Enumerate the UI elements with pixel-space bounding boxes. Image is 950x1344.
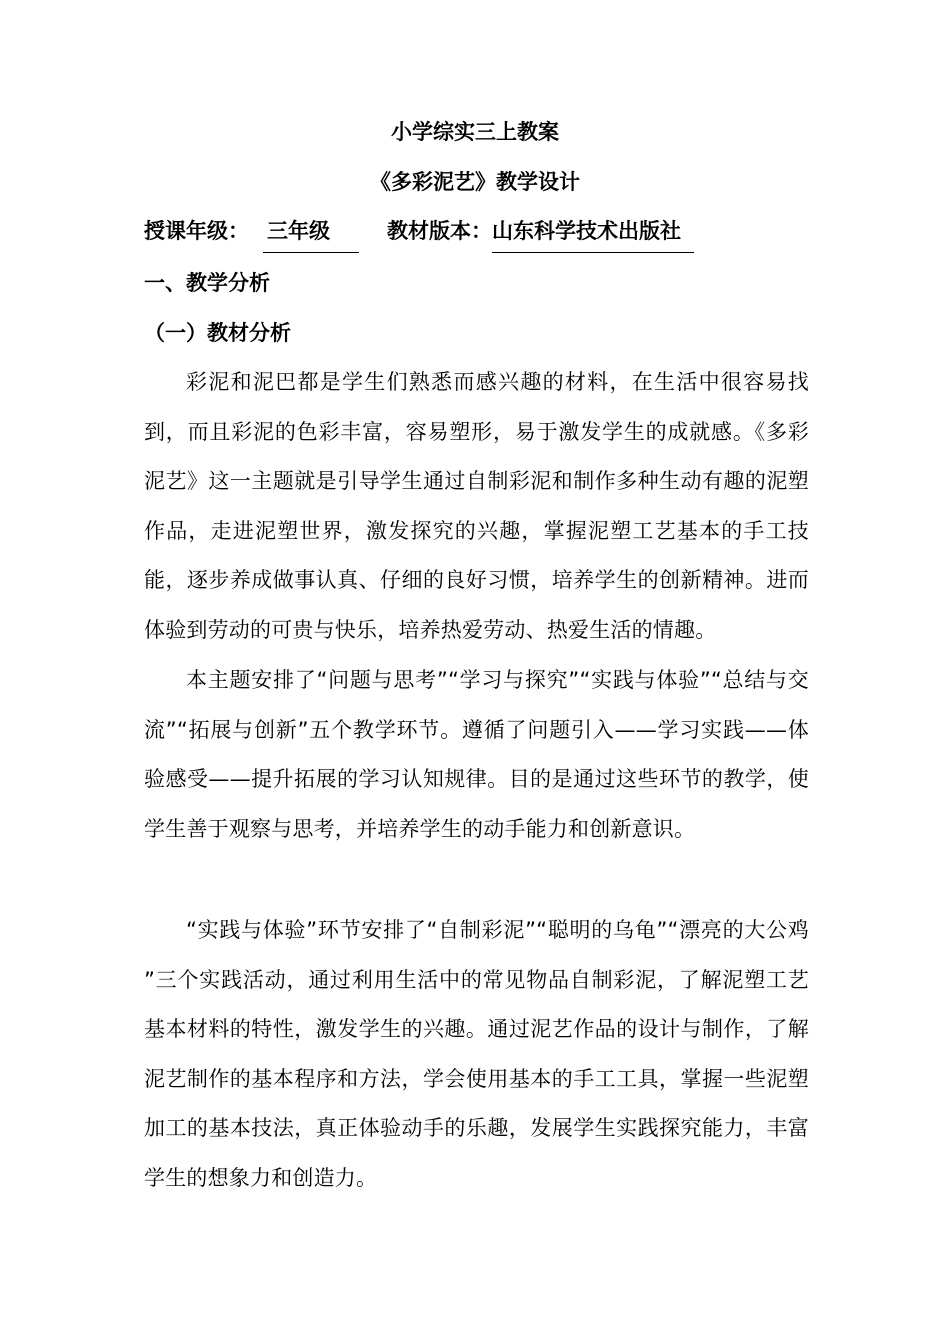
subsection-heading: （一）教材分析 bbox=[144, 321, 291, 345]
section-heading: 一、教学分析 bbox=[144, 271, 270, 295]
document-title: 小学综实三上教案 bbox=[391, 120, 559, 144]
paragraph: 彩泥和泥巴都是学生们熟悉而感兴趣的材料，在生活中很容易找到，而且彩泥的色彩丰富，容易塑形，易于激发学生的成就感。《多彩泥艺》这一主题就是引导学生通过自制彩泥和制作多种生动有趣的泥塑作品，走进泥塑世界，激发探究的兴趣，掌握泥塑工艺基本的手工技能，逐步养成做事认真、仔细的良好习惯，培养学生的创新精神。进而体验到劳动的可贵与快乐，培养热爱劳动、热爱生活的情趣。 bbox=[144, 370, 809, 642]
paragraph: “实践与体验”环节安排了“自制彩泥”“聪明的乌龟”“漂亮的大公鸡 ”三个实践活动，通过利用生活中的常见物品自制彩泥，了解泥塑工艺基本材料的特性，激发学生的兴趣。通过泥艺作品的设计与制作，了解泥艺制作的基本程序和方法，学会使用基本的手工工具，掌握一些泥塑加工的基本技法，真正体验动手的乐趣，发展学生实践探究能力，丰富学生的想象力和创造力。 bbox=[144, 918, 809, 1190]
grade-label: 授课年级： bbox=[144, 219, 249, 243]
grade-value: 三年级 bbox=[263, 216, 359, 253]
publisher-label: 教材版本： bbox=[387, 219, 492, 243]
publisher-value: 山东科学技术出版社 bbox=[492, 216, 694, 253]
document-subtitle: 《多彩泥艺》教学设计 bbox=[370, 170, 580, 194]
meta-row bbox=[144, 216, 694, 256]
paragraph: 本主题安排了“问题与思考”“学习与探究”“实践与体验”“总结与交流”“拓展与创新”五个教学环节。遵循了问题引入——学习实践——体验感受——提升拓展的学习认知规律。目的是通过这些环节的教学，使学生善于观察与思考，并培养学生的动手能力和创新意识。 bbox=[144, 668, 809, 841]
